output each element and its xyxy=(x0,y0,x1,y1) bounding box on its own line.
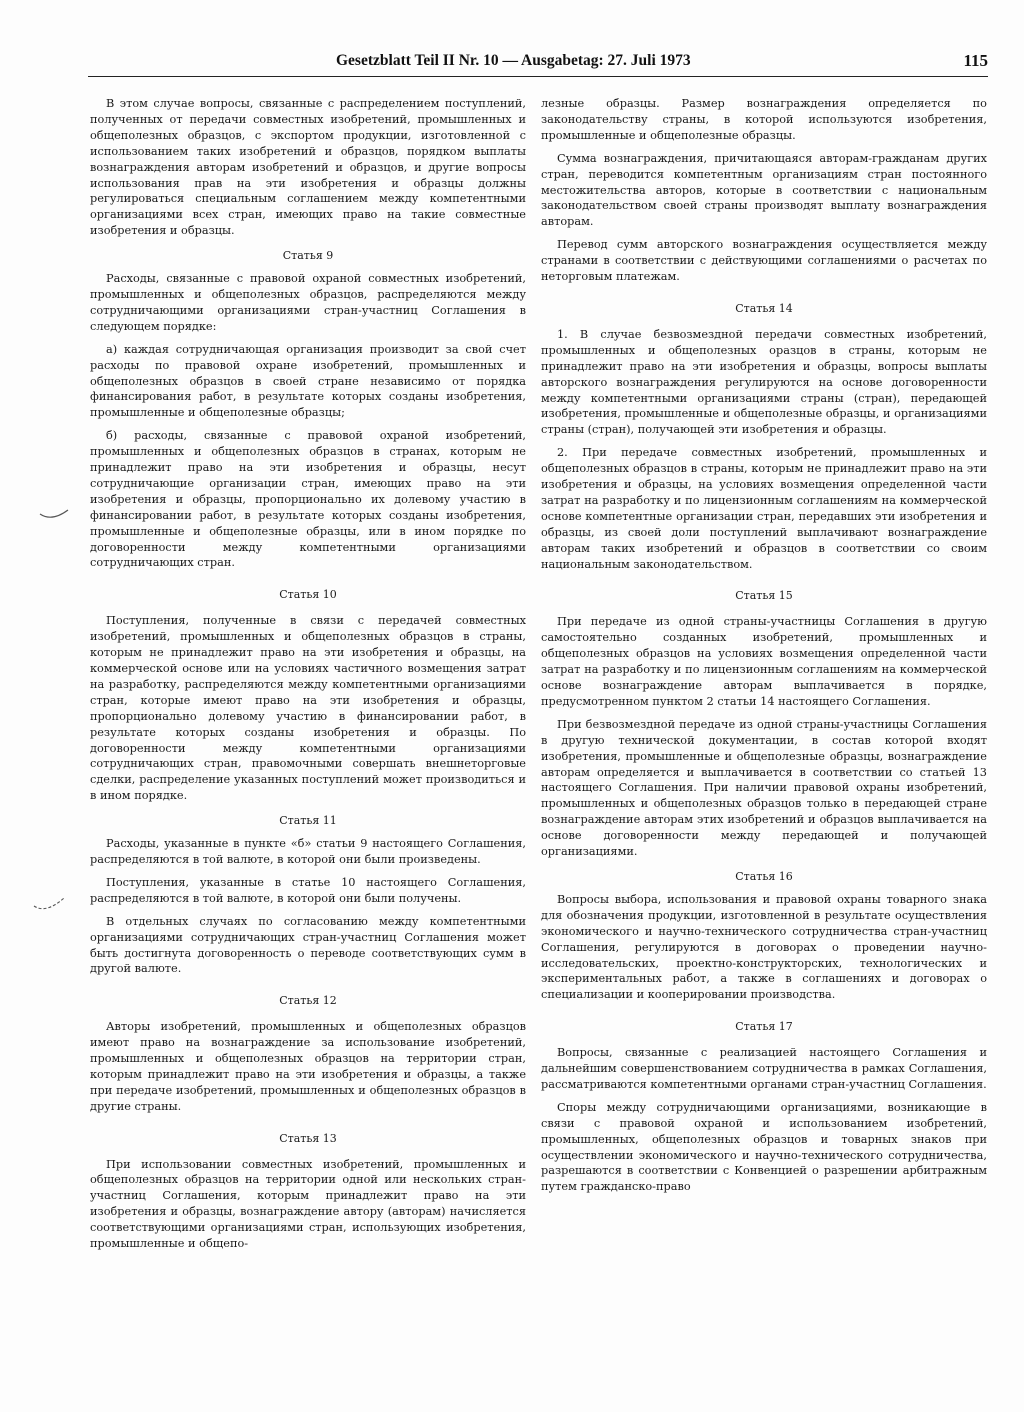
paragraph: В этом случае вопросы, связанные с распределением поступлений, полученных от передачи совместных изобретений, промышленных и общеполезных образцов, с экспортом продукции, изготовленной с использованием таких изобретений и образцов, порядком выплаты вознаграждения авторам изобретений и образцов, и другие вопросы использования прав на эти изобретения и образцы должны регулироваться специальным соглашением между компетентными организациями всех стран, имеющих право на такие совместные изобретения и образцы. xyxy=(90,97,526,238)
pen-tick-mark-icon xyxy=(38,508,72,531)
list-item: б) расходы, связанные с правовой охраной изобретений, промышленных и общеполезных образцов в странах, которым не принадлежит право на эти изобретения и образцы, несут сотрудничающие организации стран, имеющих право на эти изобретения и образцы, пропорционально их долевому участию в финансировании работ, в результате которых созданы изобретения, промышленные и общеполезные образцы, или в ином порядке по договоренности между компетентными организациями сотрудничающих стран. xyxy=(90,429,526,570)
paragraph: Вопросы выбора, использования и правовой охраны товарного знака для обозначения продукции, изготовленной в результате осуществления экономического и научно-технического сотрудничества стран-участниц Соглашения, регулируются в договорах о проведении научно-исследовательских, проектно-конструкторских, технологических и экспериментальных работ, а также в соглашениях и договорах о специализации и кооперировании производства. xyxy=(541,892,987,1002)
right-column xyxy=(541,96,987,1202)
header-title: Gesetzblatt Teil II Nr. 10 — Ausgabetag: 27. Juli 1973 xyxy=(336,52,691,69)
paragraph: 2. При передаче совместных изобретений, промышленных и общеполезных образцов в страны, которым не принадлежит право на эти изобретения и образцы, на условиях возмещения определенной части затрат на разработку и по лицензионным соглашениям на коммерческой основе компетентные организации стран, передавших эти изобретения и образцы, из своей доли поступлений выплачивают вознаграждение авторам таких изобретений и образцов в соответствии со своим национальным законодательством. xyxy=(541,446,987,571)
paragraph: Споры между сотрудничающими организациями, возникающие в связи с правовой охраной и использованием изобретений, промышленных, общеполезных образцов и товарных знаков при осуществлении экономического и научно-технического сотрудничества, разрешаются в соответствии с Конвенцией о разрешении арбитражным путем гражданско-право xyxy=(541,1100,987,1194)
list-item: а) каждая сотрудничающая организация производит за свой счет расходы по правовой охране изобретений, промышленных и общеполезных образцов в своей стране независимо от порядка финансирования работ, в результате которых созданы изобретения, промышленные и общеполезные образцы; xyxy=(90,342,526,420)
pen-tick-mark-icon xyxy=(30,894,70,923)
paragraph: 1. В случае безвозмездной передачи совместных изобретений, промышленных и общеполезных оразцов в страны, которым не принадлежит право на эти изобретения и образцы, вопросы выплаты авторского вознаграждения регулируются на основе договоренности между компетентными организациями страны (стран), передающей изобретения, промышленные и общеполезные образцы, и организациями страны (стран), получающей эти изобретения и образцы. xyxy=(541,327,987,437)
paragraph: Перевод сумм авторского вознаграждения осуществляется между странами в соответствии с действующими соглашениями о расчетах по неторговым платежам. xyxy=(541,238,987,284)
article-9-heading: Статья 9 xyxy=(282,249,334,263)
paragraph: Поступления, указанные в статье 10 настоящего Соглашения, распределяются в той валюте, в которой они были получены. xyxy=(90,875,526,905)
paragraph: В отдельных случаях по согласованию между компетентными организациями сотрудничающих стран-участниц Соглашения может быть достигнута договоренность о переводе соответствующих сумм в другой валюте. xyxy=(90,914,526,976)
paragraph: Авторы изобретений, промышленных и общеполезных образцов имеют право на вознаграждение за использование изобретений, промышленных и общеполезных образцов на территории стран, которым принадлежит право на эти изобретения и образцы, а также при передаче изобретений, промышленных и общеполезных образцов в другие страны. xyxy=(90,1020,526,1113)
paragraph: Вопросы, связанные с реализацией настоящего Соглашения и дальнейшим совершенствованием сотрудничества в рамках Соглашения, рассматриваются компетентными органами стран-участниц Соглашения. xyxy=(541,1046,987,1091)
paragraph: Сумма вознаграждения, причитающаяся авторам-гражданам других стран, переводится компетентным организациям стран постоянного местожительства авторов, которые в соответствии с национальным законодательством своей страны производят выплату вознаграждения авторам. xyxy=(541,151,987,229)
article-13-heading: Статья 13 xyxy=(279,1131,337,1145)
article-10-heading: Статья 10 xyxy=(279,588,337,602)
left-column xyxy=(90,96,526,1259)
page-header xyxy=(88,50,988,77)
page-number: 115 xyxy=(963,51,988,70)
article-12-heading: Статья 12 xyxy=(279,994,337,1008)
paragraph: При передаче из одной страны-участницы Соглашения в другую самостоятельно созданных изобретений, промышленных и общеполезных образцов на условиях возмещения определенной части затрат на разработку и по лицензионным соглашениям на коммерческой основе вознаграждение авторам выплачивается в порядке, предусмотренном пунктом 2 статьи 14 настоящего Соглашения. xyxy=(541,615,987,708)
paragraph: Поступления, полученные в связи с передачей совместных изобретений, промышленных и общеполезных образцов в страны, которым не принадлежит право на эти изобретения и образцы, на коммерческой основе или на условиях частичного возмещения затрат на разработку, распределяются между компетентными организациями стран, которые имеют право на эти изобретения и образцы, пропорционально долевому участию в финансировании работ, в результате которых созданы изобретения и образцы. По договоренности между компетентными организациями сотрудничающих стран, правомочными совершать внешнеторговые сделки, распределение указанных поступлений может производиться и в ином порядке. xyxy=(90,614,526,803)
article-16-heading: Статья 16 xyxy=(735,869,793,883)
article-11-heading: Статья 11 xyxy=(279,814,337,828)
paragraph: лезные образцы. Размер вознаграждения определяется по законодательству страны, в которой используются изобретения, промышленные и общеполезные образцы. xyxy=(541,97,987,142)
paragraph: При безвозмездной передаче из одной страны-участницы Соглашения в другую технической документации, в состав которой входят изобретения, промышленные и общеполезные образцы, вознаграждение авторам определяется и выплачивается в соответствии со статьей 13 настоящего Соглашения. При наличии правовой охраны изобретений, промышленных и общеполезных образцов только в передающей стране вознаграждение авторам этих изобретений и образцов выплачивается на основе договоренности между передающей и получающей организациями. xyxy=(541,717,987,859)
article-15-heading: Статья 15 xyxy=(735,589,793,603)
paragraph: Расходы, связанные с правовой охраной совместных изобретений, промышленных и общеполезных образцов, распределяются между сотрудничающими организациями стран-участниц Соглашения в следующем порядке: xyxy=(90,272,526,333)
article-14-heading: Статья 14 xyxy=(735,301,793,315)
paragraph: При использовании совместных изобретений, промышленных и общеполезных образцов на территории одной или нескольких стран-участниц Соглашения, которым принадлежит право на эти изобретения и образцы, вознаграждение автору (авторам) начисляется соответствующими организациями стран, использующих изобретения, промышленные и общепо- xyxy=(90,1157,526,1251)
paragraph: Расходы, указанные в пункте «б» статьи 9 настоящего Соглашения, распределяются в той валюте, в которой они были произведены. xyxy=(90,837,526,866)
article-17-heading: Статья 17 xyxy=(735,1020,793,1034)
